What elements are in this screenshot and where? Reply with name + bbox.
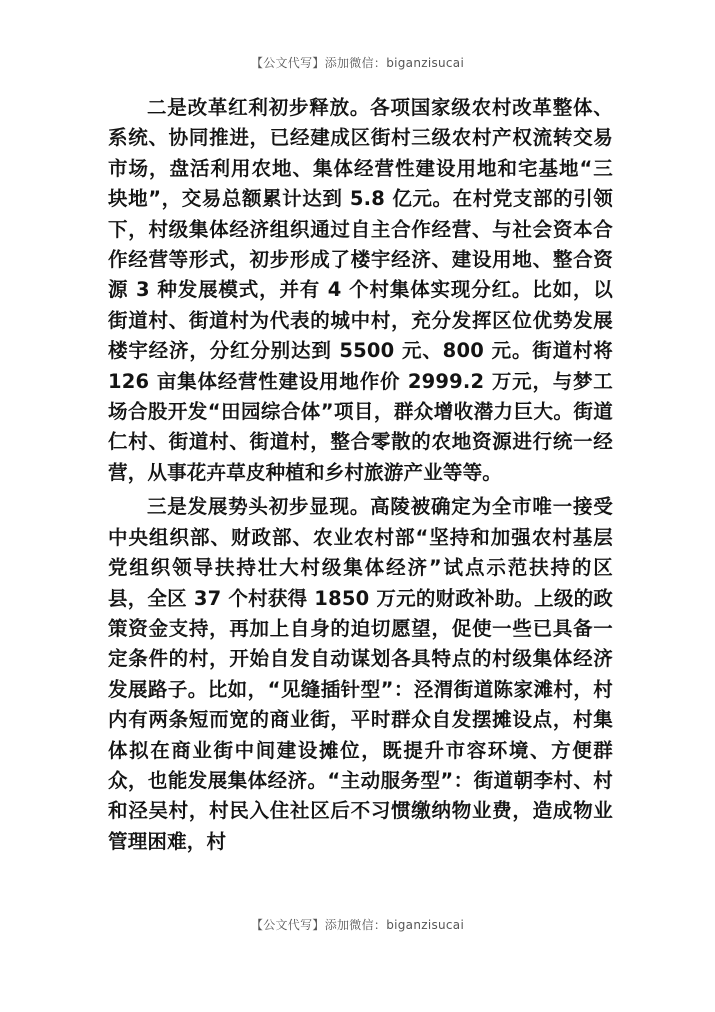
- page-header-watermark: 【公文代写】添加微信：biganzisucai: [250, 56, 465, 70]
- document-body: [108, 93, 613, 861]
- paragraph-reform-dividends: 二是改革红利初步释放。各项国家级农村改革整体、系统、协同推进，已经建成区街村三级农村产权流转交易市场，盘活利用农地、集体经营性建设用地和宅基地“三块地”，交易总额累计达到 5.8 亿元。在村党支部的引领下，村级集体经济组织通过自主合作经营、与社会资本合作经营等形式，初步形成了楼宇经济、建设用地、整合资源 3 种发展模式，并有 4 个村集体实现分红。比如，以街道村、街道村为代表的城中村，充分发挥区位优势发展楼宇经济，分红分别达到 5500 元、800 元。街道村将 126 亩集体经营性建设用地作价 2999.2 万元，与梦工场合股开发“田园综合体”项目，群众增收潜力巨大。街道仁村、街道村、街道村，整合零散的农地资源进行统一经营，从事花卉草皮种植和乡村旅游产业等等。: [108, 96, 613, 484]
- paragraph-development-momentum: 三是发展势头初步显现。高陵被确定为全市唯一接受中央组织部、财政部、农业农村部“坚持和加强农村基层党组织领导扶持壮大村级集体经济”试点示范扶持的区县，全区 37 个村获得 1850 万元的财政补助。上级的政策资金支持，再加上自身的迫切愿望，促使一些已具备一定条件的村，开始自发自动谋划各具特点的村级集体经济发展路子。比如，“见缝插针型”：泾渭街道陈家滩村，村内有两条短而宽的商业街，平时群众自发摆摊设点，村集体拟在商业街中间建设摊位，既提升市容环境、方便群众，也能发展集体经济。“主动服务型”：街道朝李村、村和泾吴村，村民入住社区后不习惯缴纳物业费，造成物业管理困难，村: [108, 495, 613, 853]
- page-footer-watermark: 【公文代写】添加微信：biganzisucai: [250, 918, 465, 932]
